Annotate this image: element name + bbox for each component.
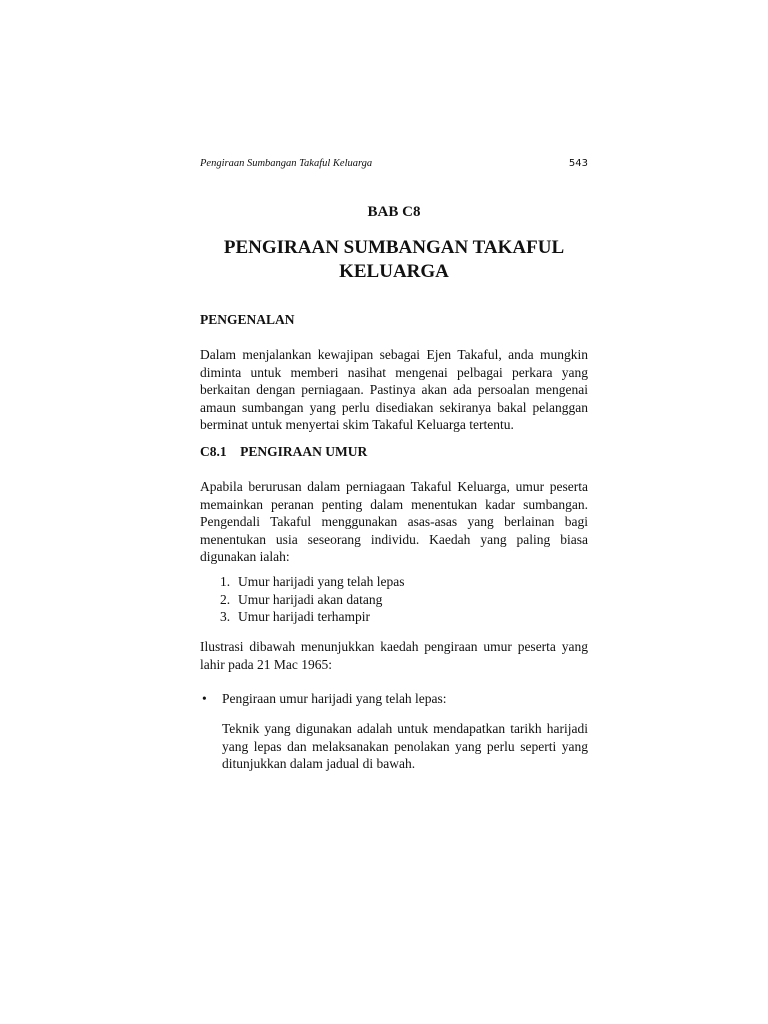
illustration-paragraph: Ilustrasi dibawah menunjukkan kaedah pengiraan umur peserta yang lahir pada 21 Mac 1965: xyxy=(200,639,588,672)
page-number: 543 xyxy=(568,158,588,169)
list-item-number: 3. xyxy=(220,609,231,625)
list-item-number: 2. xyxy=(220,591,231,607)
chapter-title-line2: KELUARGA xyxy=(339,261,449,282)
intro-heading: PENGENALAN xyxy=(200,312,295,327)
section-c81-paragraph: Apabila berurusan dalam perniagaan Takaful Keluarga, umur peserta memainkan peranan penting dalam menentukan kadar sumbangan. Pengendali Takaful menggunakan asas-asas yang berlainan bagi menentukan usia seseorang individu. Kaedah yang paling biasa digunakan ialah: xyxy=(200,479,588,565)
intro-paragraph: Dalam menjalankan kewajipan sebagai Ejen Takaful, anda mungkin diminta untuk memberi nasihat mengenai pelbagai perkara yang berkaitan dengan perniagaan. Pastinya akan ada persoalan mengenai amaun sumbangan yang perlu disediakan sekiranya bakal pelanggan berminat untuk menyertai skim Takaful Keluarga tertentu. xyxy=(200,347,588,433)
bullet-label: Pengiraan umur harijadi yang telah lepas: xyxy=(222,691,447,706)
running-title: Pengiraan Sumbangan Takaful Keluarga xyxy=(200,158,373,169)
list-item xyxy=(200,608,404,626)
chapter-label: BAB C8 xyxy=(367,204,421,220)
list-item-text: Umur harijadi yang telah lepas xyxy=(238,574,405,589)
section-c81-heading: C8.1 PENGIRAAN UMUR xyxy=(200,444,368,459)
bullet-icon: • xyxy=(202,691,207,706)
age-method-list xyxy=(200,573,404,626)
list-item-number: 1. xyxy=(220,574,231,589)
running-header xyxy=(200,158,588,169)
list-item-text: Umur harijadi terhampir xyxy=(238,609,370,625)
list-item xyxy=(200,573,404,591)
chapter-title-line1: PENGIRAAN SUMBANGAN TAKAFUL xyxy=(223,237,565,258)
chapter-title xyxy=(200,236,588,284)
list-item-text: Umur harijadi akan datang xyxy=(238,591,383,607)
list-item xyxy=(200,591,404,609)
bullet-paragraph: Teknik yang digunakan adalah untuk mendapatkan tarikh harijadi yang lepas dan melaksanakan penolakan yang perlu seperti yang ditunjukkan dalam jadual di bawah. xyxy=(222,721,588,772)
